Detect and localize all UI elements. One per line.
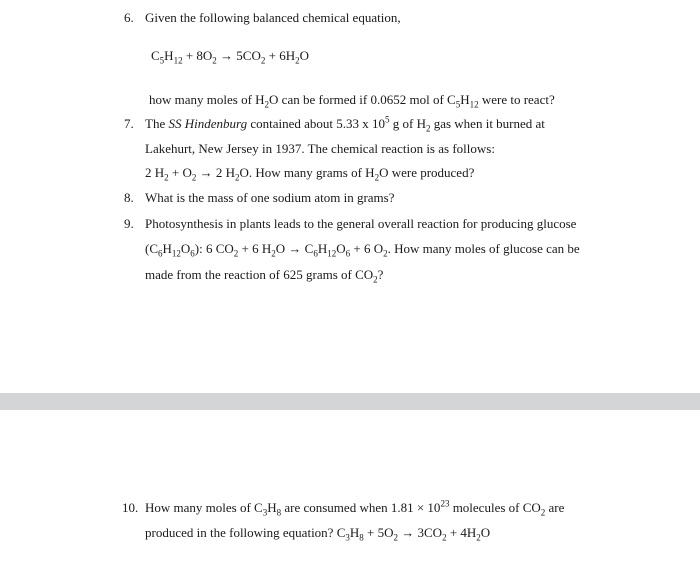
question-8-text: What is the mass of one sodium atom in grams? bbox=[145, 190, 395, 205]
question-10-line-2: produced in the following equation? $C_3H_8 + 5O_2 \to 3CO_2 + 4H_2O$ bbox=[145, 525, 491, 543]
question-9-number: 9. bbox=[124, 216, 134, 231]
question-6-equation: $C_5H_{12} + 8O_2 \to 5CO_2 + 6H_2O$ bbox=[151, 48, 309, 66]
question-6-number: 6. bbox=[124, 10, 134, 25]
question-9-line-1: Photosynthesis in plants leads to the general overall reaction for producing glucose bbox=[145, 216, 577, 231]
question-10-number: 10. bbox=[122, 500, 139, 515]
question-6-intro: Given the following balanced chemical equation, bbox=[145, 10, 401, 25]
question-7-line-3: 2 $H_2 + O_2 \to 2$ $H_2O$. How many grams of $H_2O$ were produced? bbox=[145, 165, 475, 183]
question-8-number: 8. bbox=[124, 190, 134, 205]
question-10-line-1: How many moles of $C_3H_8$ are consumed when $1.81 \times 10^{23}$ molecules of $CO_2$ are bbox=[145, 498, 565, 518]
question-6-text: how many moles of $H_2O$ can be formed if 0.0652 mol of $C_5H_{12}$ were to react? bbox=[149, 92, 555, 110]
page-divider-band bbox=[0, 393, 700, 410]
question-7-line-1: The SS Hindenburg contained about 5.33 x $10^5$ g of $H_2$ gas when it burned at bbox=[145, 114, 545, 134]
question-7-line-2: Lakehurt, New Jersey in 1937. The chemical reaction is as follows: bbox=[145, 141, 495, 156]
question-9-line-2: $(C_6H_{12}O_6)$: 6 $CO_2 + 6$ $H_2O \to C_6H_{12}O_6 + 6$ $O_2$. How many moles of glucose can be bbox=[145, 241, 580, 259]
question-7-number: 7. bbox=[124, 116, 134, 131]
question-9-line-3: made from the reaction of 625 grams of $CO_2$? bbox=[145, 267, 384, 285]
